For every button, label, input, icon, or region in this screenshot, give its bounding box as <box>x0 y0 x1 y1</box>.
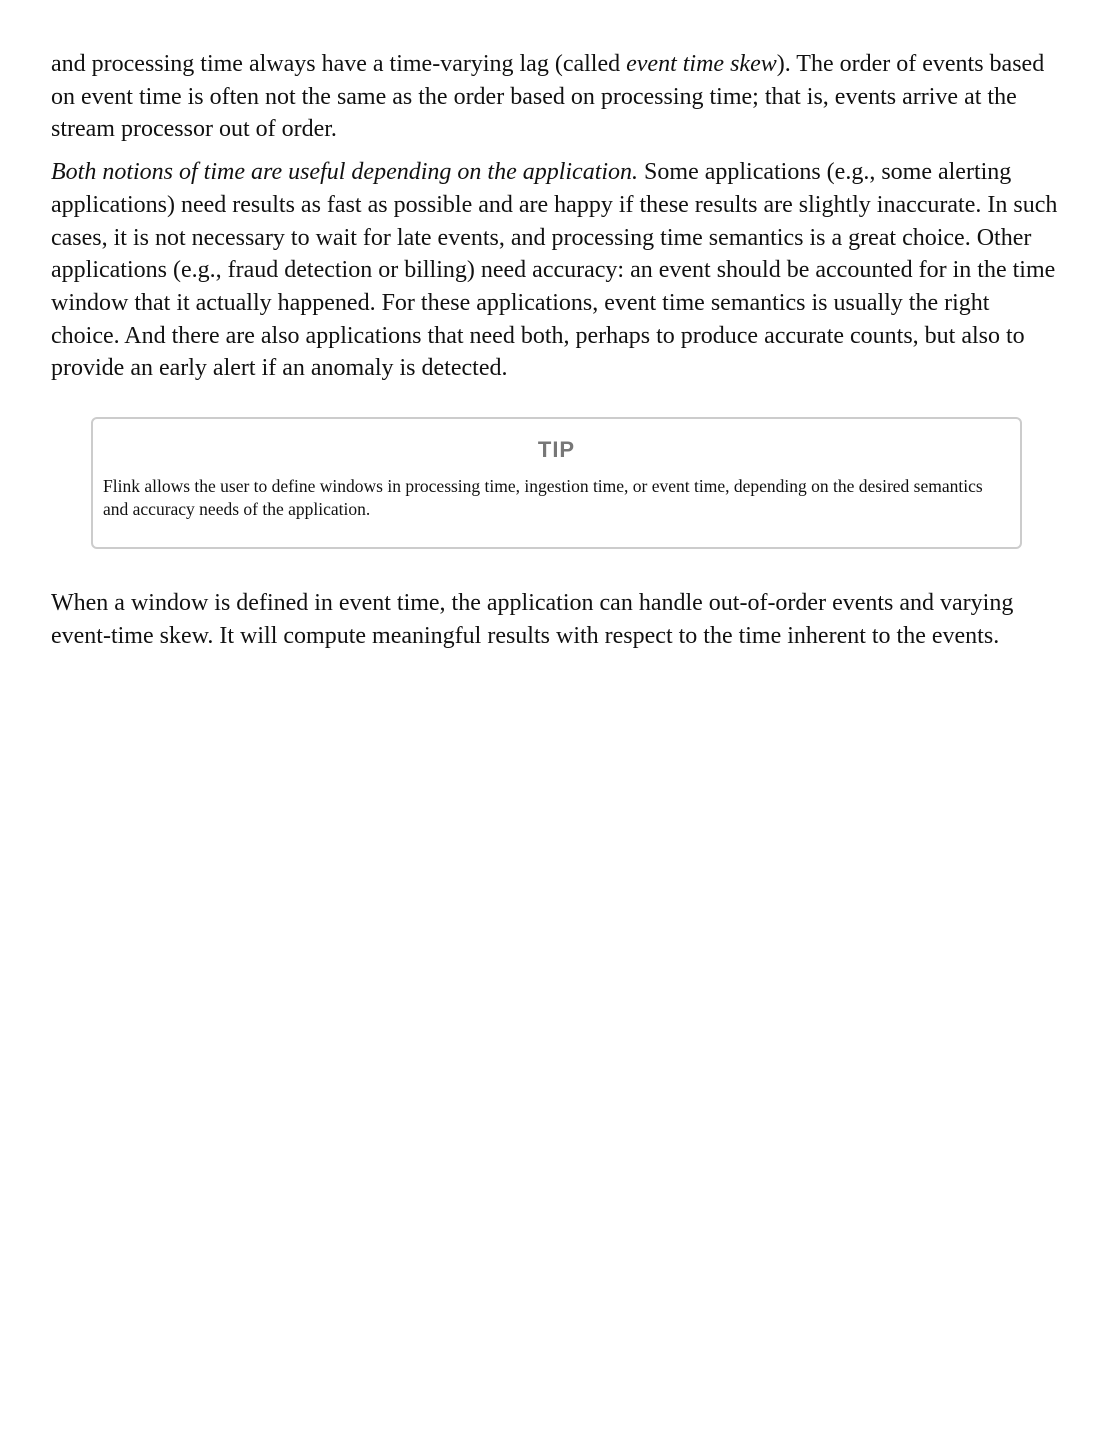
paragraph-event-time-skew <box>51 48 1063 146</box>
text: and processing time always have a time-varying lag (called <box>51 51 627 77</box>
italic-term: event time skew <box>626 51 777 77</box>
italic-lead: Both notions of time are useful depending on the application. <box>51 159 639 186</box>
document-page <box>51 48 1063 662</box>
tip-body: Flink allows the user to define windows in processing time, ingestion time, or event time, depending on the desired semantics and accuracy needs of the application. <box>103 476 983 520</box>
paragraph-time-notions <box>51 156 1063 385</box>
text: Some applications (e.g., some alerting applications) need results as fast as possible and are happy if these results are slightly inaccurate. In such cases, it is not necessary to wait for late events, and processing time semantics is a great choice. Other applications (e.g., fraud detection or billing) need accuracy: an event should be accounted for in the time window that it actually happened. For these applications, event time semantics is usually the right choice. And there are also applications that need both, perhaps to produce accurate counts, but also to provide an early alert if an anomaly is detected. <box>51 159 1058 382</box>
tip-box <box>91 417 1022 549</box>
tip-title: TIP <box>537 437 576 463</box>
text: ). The order of events based on event time is often not the same as the order based on processing time; that is, events arrive at the stream processor out of order. <box>51 51 1045 143</box>
paragraph-event-time-windows: When a window is defined in event time, the application can handle out-of-order events and varying event-time skew. It will compute meaningful results with respect to the time inherent to the events. <box>51 590 1014 649</box>
